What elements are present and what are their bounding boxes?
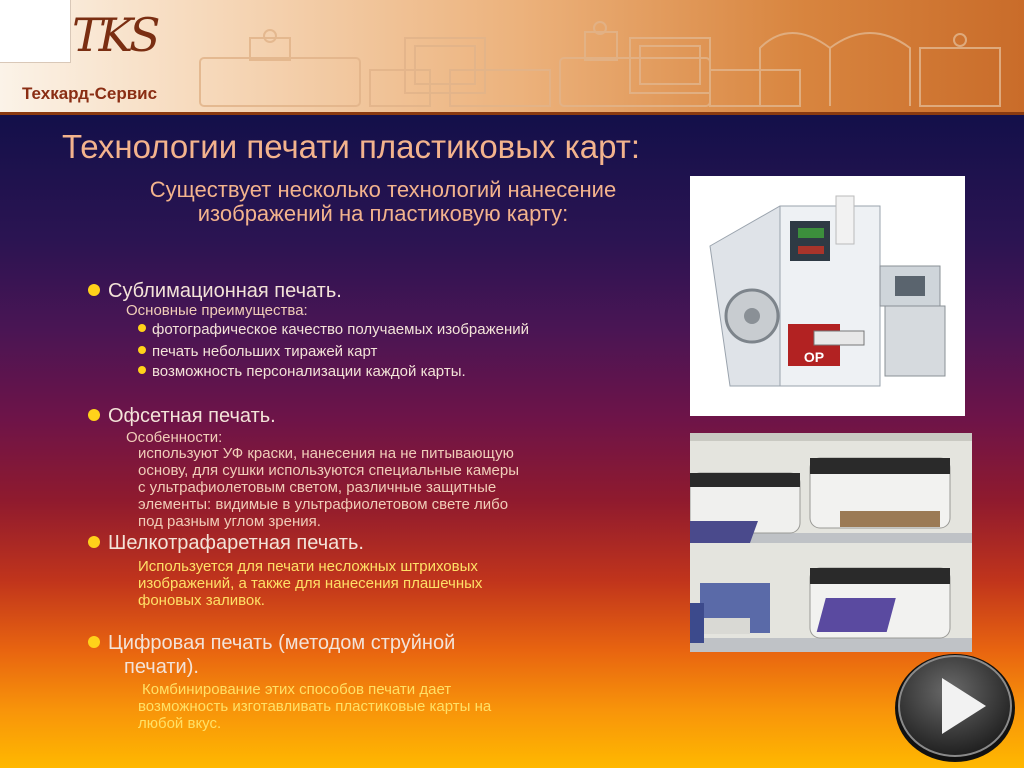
printer-badge: OP	[803, 349, 825, 365]
section-digital-heading: Цифровая печать (методом струйной	[88, 632, 455, 655]
offset-printer-photo	[690, 176, 965, 416]
printer-illustration	[690, 176, 965, 416]
section-screen-heading: Шелкотрафаретная печать.	[88, 532, 364, 555]
printers-illustration	[690, 433, 972, 652]
section-sublimation-heading: Сублимационная печать.	[88, 280, 342, 303]
section-offset-heading: Офсетная печать.	[88, 405, 276, 428]
bullet-icon	[88, 409, 100, 421]
logo-mark: TKS	[72, 8, 157, 62]
list-item: печать небольших тиражей карт	[138, 343, 377, 360]
equipment-illustration	[190, 18, 1010, 110]
section-offset-body: используют УФ краски, нанесения на не питывающую основу, для сушки используются специальные камеры с ультрафиолетовым светом, различные защитные элементы: видимые в ультрафиолетовом свете либо под разным углом зрения.	[138, 445, 520, 530]
section-sublimation-subheading: Основные преимущества:	[126, 302, 308, 319]
inkjet-printers-photo	[690, 433, 972, 652]
bullet-icon	[88, 284, 100, 296]
section-offset-subheading: Особенности:	[126, 429, 223, 446]
bullet-icon	[138, 346, 146, 354]
intro-text: Существует несколько технологий нанесение изображений на пластиковую карту:	[149, 177, 617, 226]
section-digital-heading-cont: печати).	[124, 656, 199, 678]
bullet-icon	[88, 536, 100, 548]
section-screen-body: Используется для печати несложных штриховых изображений, а также для нанесения плашечных фоновых заливок.	[138, 558, 483, 609]
section-digital-body: Комбинирование этих способов печати дает возможность изготавливать пластиковые карты на любой вкус.	[138, 681, 492, 732]
bullet-icon	[138, 324, 146, 332]
corner-panel	[0, 0, 71, 63]
list-item: возможность персонализации каждой карты.	[138, 363, 466, 380]
bullet-icon	[138, 366, 146, 374]
header-banner	[0, 0, 1024, 115]
header-divider	[0, 112, 1024, 115]
play-icon	[892, 650, 1018, 762]
list-item: фотографическое качество получаемых изображений	[138, 321, 529, 338]
play-button[interactable]	[892, 650, 1018, 762]
logo-text: Техкард-Сервис	[22, 84, 158, 103]
bullet-icon	[88, 636, 100, 648]
slide-title: Технологии печати пластиковых карт:	[62, 128, 641, 165]
